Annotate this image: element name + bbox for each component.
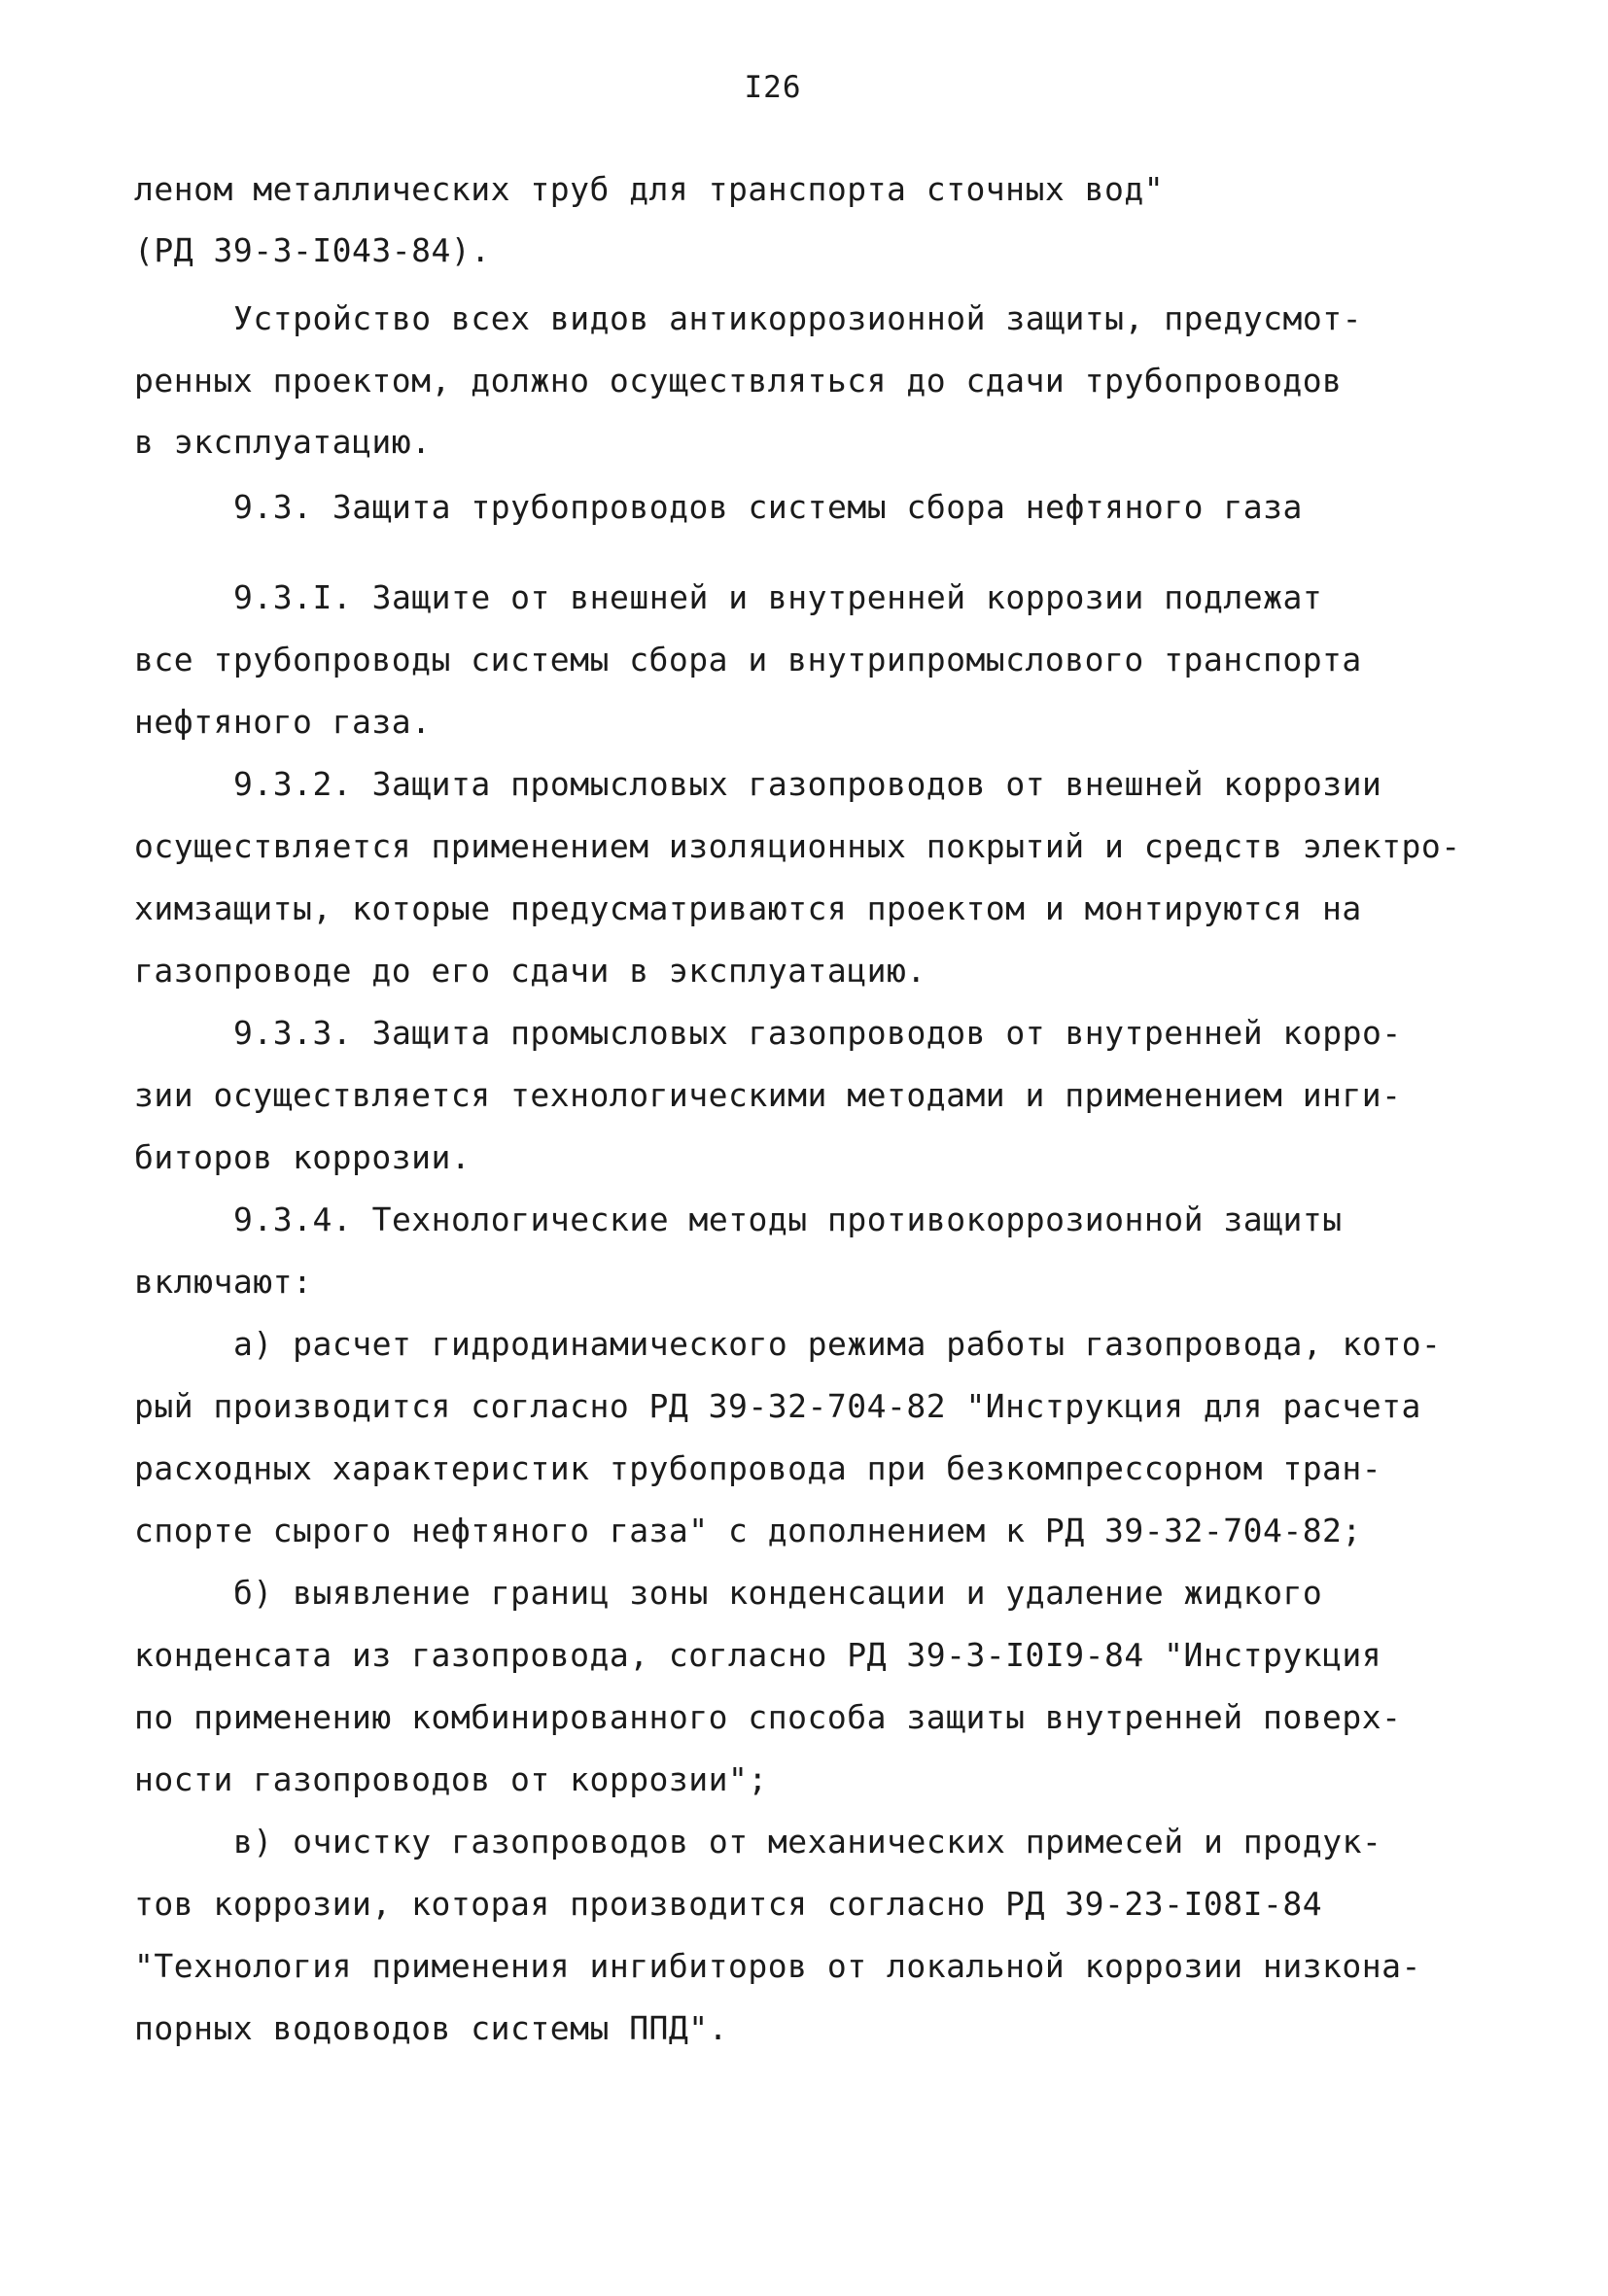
text-line: включают: — [134, 1263, 313, 1301]
text-line: а) расчет гидродинамического режима работы газопровода, кото- — [233, 1325, 1442, 1363]
section-heading: 9.3. Защита трубопроводов системы сбора нефтяного газа — [233, 488, 1303, 526]
text-line: 9.3.4. Технологические методы противокоррозионной защиты — [233, 1200, 1343, 1238]
text-line: леном металлических труб для транспорта сточных вод" — [134, 170, 1165, 208]
text-line: в эксплуатацию. — [134, 423, 432, 461]
text-line: все трубопроводы системы сбора и внутрипромыслового транспорта — [134, 641, 1362, 678]
text-line: конденсата из газопровода, согласно РД 39-3-I0I9-84 "Инструкция — [134, 1636, 1382, 1674]
text-line: 9.3.2. Защита промысловых газопроводов от внешней коррозии — [233, 765, 1382, 803]
text-line: в) очистку газопроводов от механических примесей и продук- — [233, 1823, 1382, 1861]
text-line: расходных характеристик трубопровода при безкомпрессорном тран- — [134, 1449, 1382, 1487]
text-line: б) выявление границ зоны конденсации и удаление жидкого — [233, 1574, 1323, 1612]
text-line: ности газопроводов от коррозии"; — [134, 1760, 768, 1798]
text-line: 9.3.I. Защите от внешней и внутренней коррозии подлежат — [233, 578, 1323, 616]
text-line: зии осуществляется технологическими методами и применением инги- — [134, 1076, 1402, 1114]
text-line: (РД 39-3-I043-84). — [134, 231, 491, 269]
text-line: газопроводе до его сдачи в эксплуатацию. — [134, 952, 926, 990]
text-line: химзащиты, которые предусматриваются проектом и монтируются на — [134, 889, 1362, 927]
text-line: осуществляется применением изоляционных покрытий и средств электро- — [134, 827, 1461, 865]
text-line: по применению комбинированного способа защиты внутренней поверх- — [134, 1698, 1402, 1736]
text-line: порных водоводов системы ППД". — [134, 2009, 729, 2047]
text-line: рый производится согласно РД 39-32-704-82 "Инструкция для расчета — [134, 1387, 1421, 1425]
text-line: нефтяного газа. — [134, 703, 432, 741]
text-line: 9.3.3. Защита промысловых газопроводов от внутренней корро- — [233, 1014, 1402, 1052]
page-number: I26 — [744, 70, 802, 105]
text-line: ренных проектом, должно осуществляться до сдачи трубопроводов — [134, 362, 1343, 400]
text-line: биторов коррозии. — [134, 1138, 472, 1176]
text-line: "Технология применения ингибиторов от локальной коррозии низкона- — [134, 1947, 1421, 1985]
text-line: Устройство всех видов антикоррозионной защиты, предусмот- — [233, 299, 1362, 337]
text-line: спорте сырого нефтяного газа" с дополнением к РД 39-32-704-82; — [134, 1512, 1362, 1549]
text-line: тов коррозии, которая производится согласно РД 39-23-I08I-84 — [134, 1885, 1323, 1923]
